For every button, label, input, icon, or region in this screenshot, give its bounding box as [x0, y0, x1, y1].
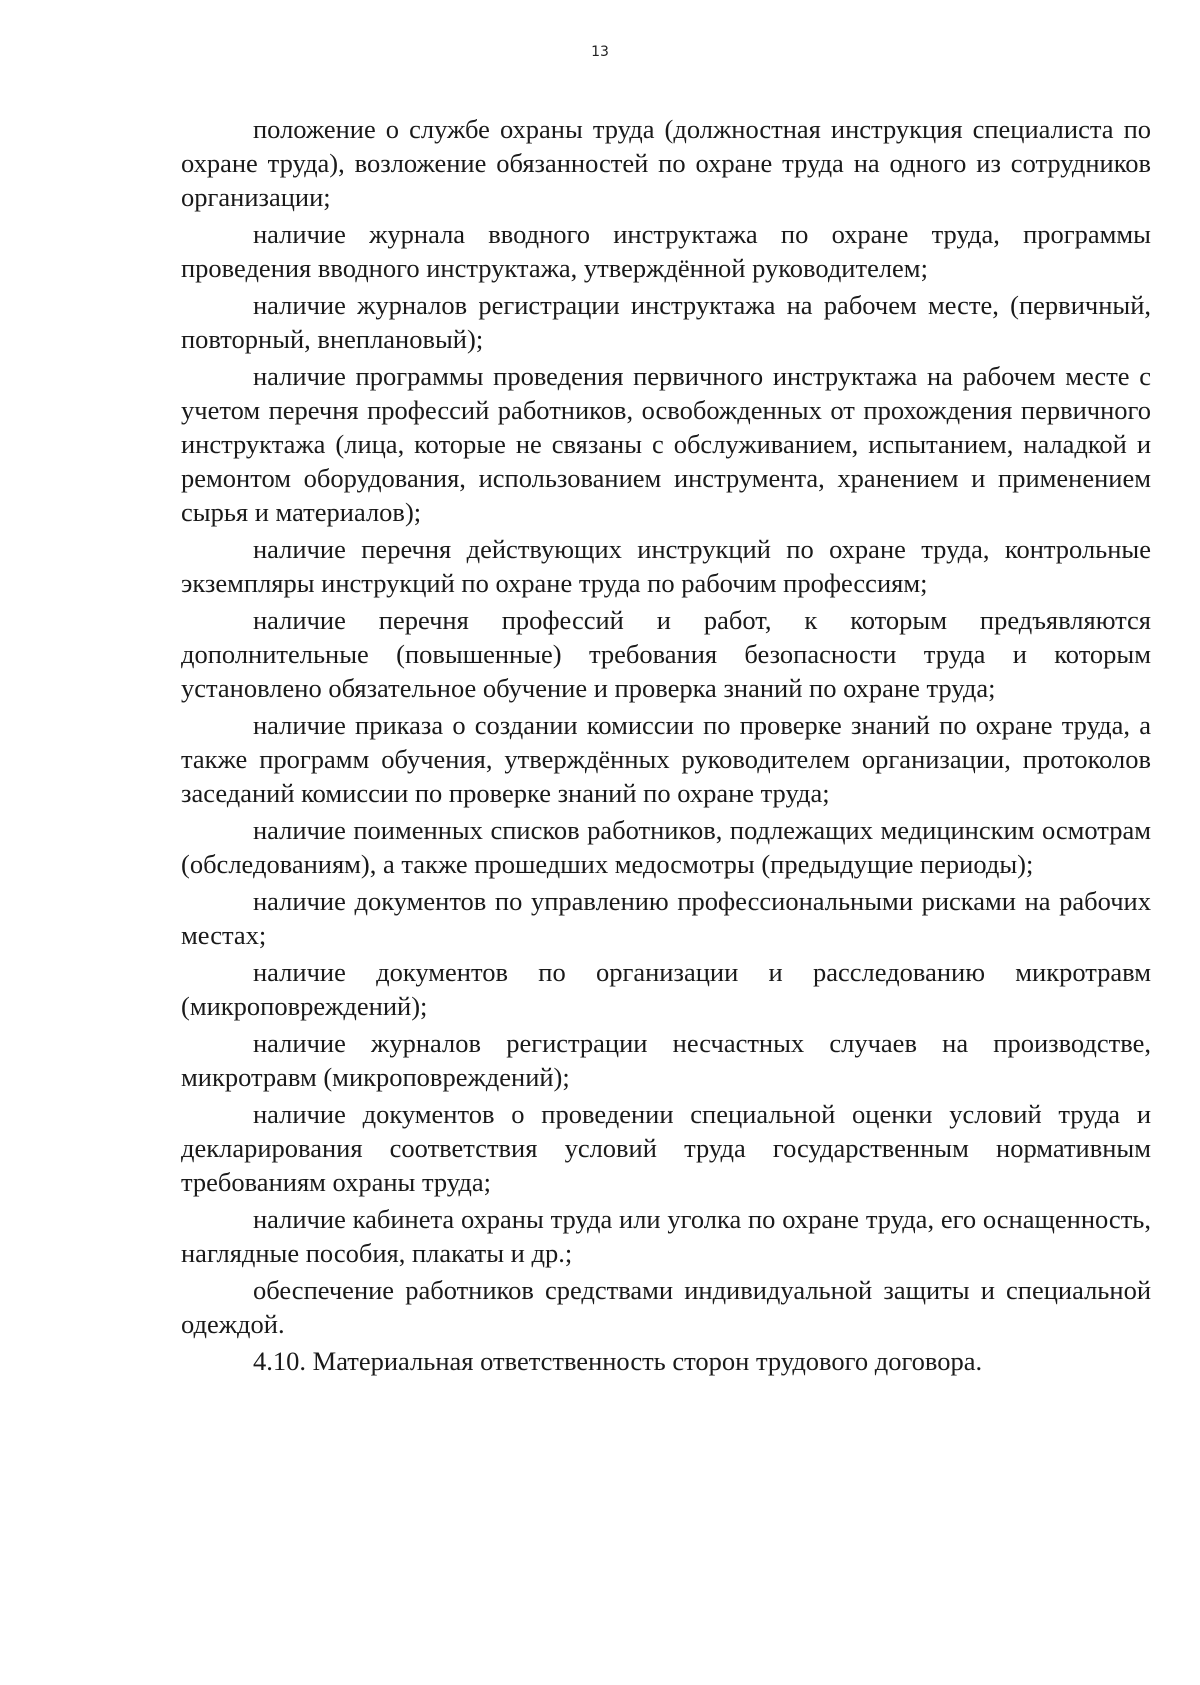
paragraph: наличие журнала вводного инструктажа по охране труда, программы проведения вводного инструктажа, утверждённой руководителем;	[181, 219, 1151, 283]
paragraph: наличие документов по управлению профессиональными рисками на рабочих местах;	[181, 886, 1151, 950]
paragraph: обеспечение работников средствами индивидуальной защиты и специальной одеждой.	[181, 1275, 1151, 1339]
paragraph: наличие программы проведения первичного инструктажа на рабочем месте с учетом перечня профессий работников, освобожденных от прохождения первичного инструктажа (лица, которые не связаны с обслуживанием, испытанием, наладкой и ремонтом оборудования, использованием инструмента, хранением и применением сырья и материалов);	[181, 361, 1151, 527]
paragraph: наличие кабинета охраны труда или уголка по охране труда, его оснащенность, наглядные пособия, плакаты и др.;	[181, 1204, 1151, 1268]
paragraph: наличие документов по организации и расследованию микротравм (микроповреждений);	[181, 957, 1151, 1021]
paragraph: положение о службе охраны труда (должностная инструкция специалиста по охране труда), возложение обязанностей по охране труда на одного из сотрудников организации;	[181, 114, 1151, 212]
section-heading: 4.10. Материальная ответственность сторон трудового договора.	[253, 1346, 983, 1376]
paragraph: наличие журналов регистрации инструктажа на рабочем месте, (первичный, повторный, внеплановый);	[181, 290, 1151, 354]
paragraph: наличие перечня действующих инструкций по охране труда, контрольные экземпляры инструкций по охране труда по рабочим профессиям;	[181, 534, 1151, 598]
document-body	[181, 112, 1151, 1381]
paragraph: наличие приказа о создании комиссии по проверке знаний по охране труда, а также программ обучения, утверждённых руководителем организации, протоколов заседаний комиссии по проверке знаний по охране труда;	[181, 710, 1151, 808]
paragraph: наличие перечня профессий и работ, к которым предъявляются дополнительные (повышенные) требования безопасности труда и которым установлено обязательное обучение и проверка знаний по охране труда;	[181, 605, 1151, 703]
paragraph: наличие документов о проведении специальной оценки условий труда и декларирования соответствия условий труда государственным нормативным требованиям охраны труда;	[181, 1099, 1151, 1197]
paragraph: наличие журналов регистрации несчастных случаев на производстве, микротравм (микроповреждений);	[181, 1028, 1151, 1092]
page-number: 13	[591, 44, 609, 60]
paragraph: наличие поименных списков работников, подлежащих медицинским осмотрам (обследованиям), а также прошедших медосмотры (предыдущие периоды);	[181, 815, 1151, 879]
